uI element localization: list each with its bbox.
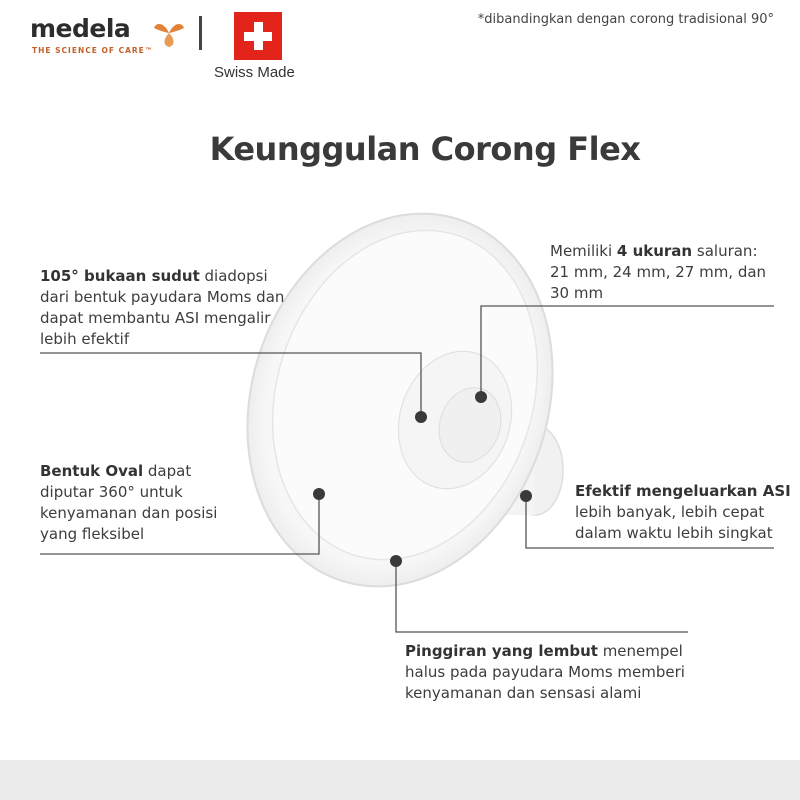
feature-oval-text: dapat diputar 360° untuk kenyamanan dan posisi yang fleksibel <box>40 462 218 543</box>
feature-sizes <box>550 241 775 304</box>
feature-sizes-bold: 4 ukuran <box>616 242 693 260</box>
sizes-callout-dot <box>475 391 487 403</box>
soft-rim-callout-dot <box>390 555 402 567</box>
angle-callout-dot <box>415 411 427 423</box>
footnote: *dibandingkan dengan corong tradisional 90° <box>477 12 774 27</box>
medela-logo-text: medela <box>30 14 131 43</box>
feature-effective-bold: Efektif mengeluarkan ASI <box>575 482 791 500</box>
feature-soft-rim-bold: Pinggiran yang lembut <box>405 642 598 660</box>
feature-effective <box>575 481 795 544</box>
feature-soft-rim-text: menempel halus pada payudara Moms memberi kenyamanan dan sensasi alami <box>405 642 685 702</box>
footer-bar <box>0 760 800 800</box>
feature-angle-bold: 105° bukaan sudut <box>40 267 200 285</box>
feature-oval-bold: Bentuk Oval <box>40 462 144 480</box>
feature-sizes-pre: Memiliki <box>550 242 617 260</box>
feature-effective-text: lebih banyak, lebih cepat dalam waktu lebih singkat <box>575 503 773 542</box>
feature-angle-text: diadopsi dari bentuk payudara Moms dan dapat membantu ASI mengalir lebih efektif <box>40 267 285 348</box>
effective-callout-dot <box>520 490 532 502</box>
feature-soft-rim <box>405 641 705 704</box>
feature-sizes-text: saluran: 21 mm, 24 mm, 27 mm, dan 30 mm <box>550 242 767 302</box>
swiss-made-label: Swiss Made <box>214 64 295 81</box>
medela-tagline: THE SCIENCE OF CARE™ <box>32 46 154 55</box>
page-title: Keunggulan Corong Flex <box>209 130 641 168</box>
feature-angle <box>40 266 295 350</box>
oval-callout-dot <box>313 488 325 500</box>
feature-oval <box>40 461 220 545</box>
